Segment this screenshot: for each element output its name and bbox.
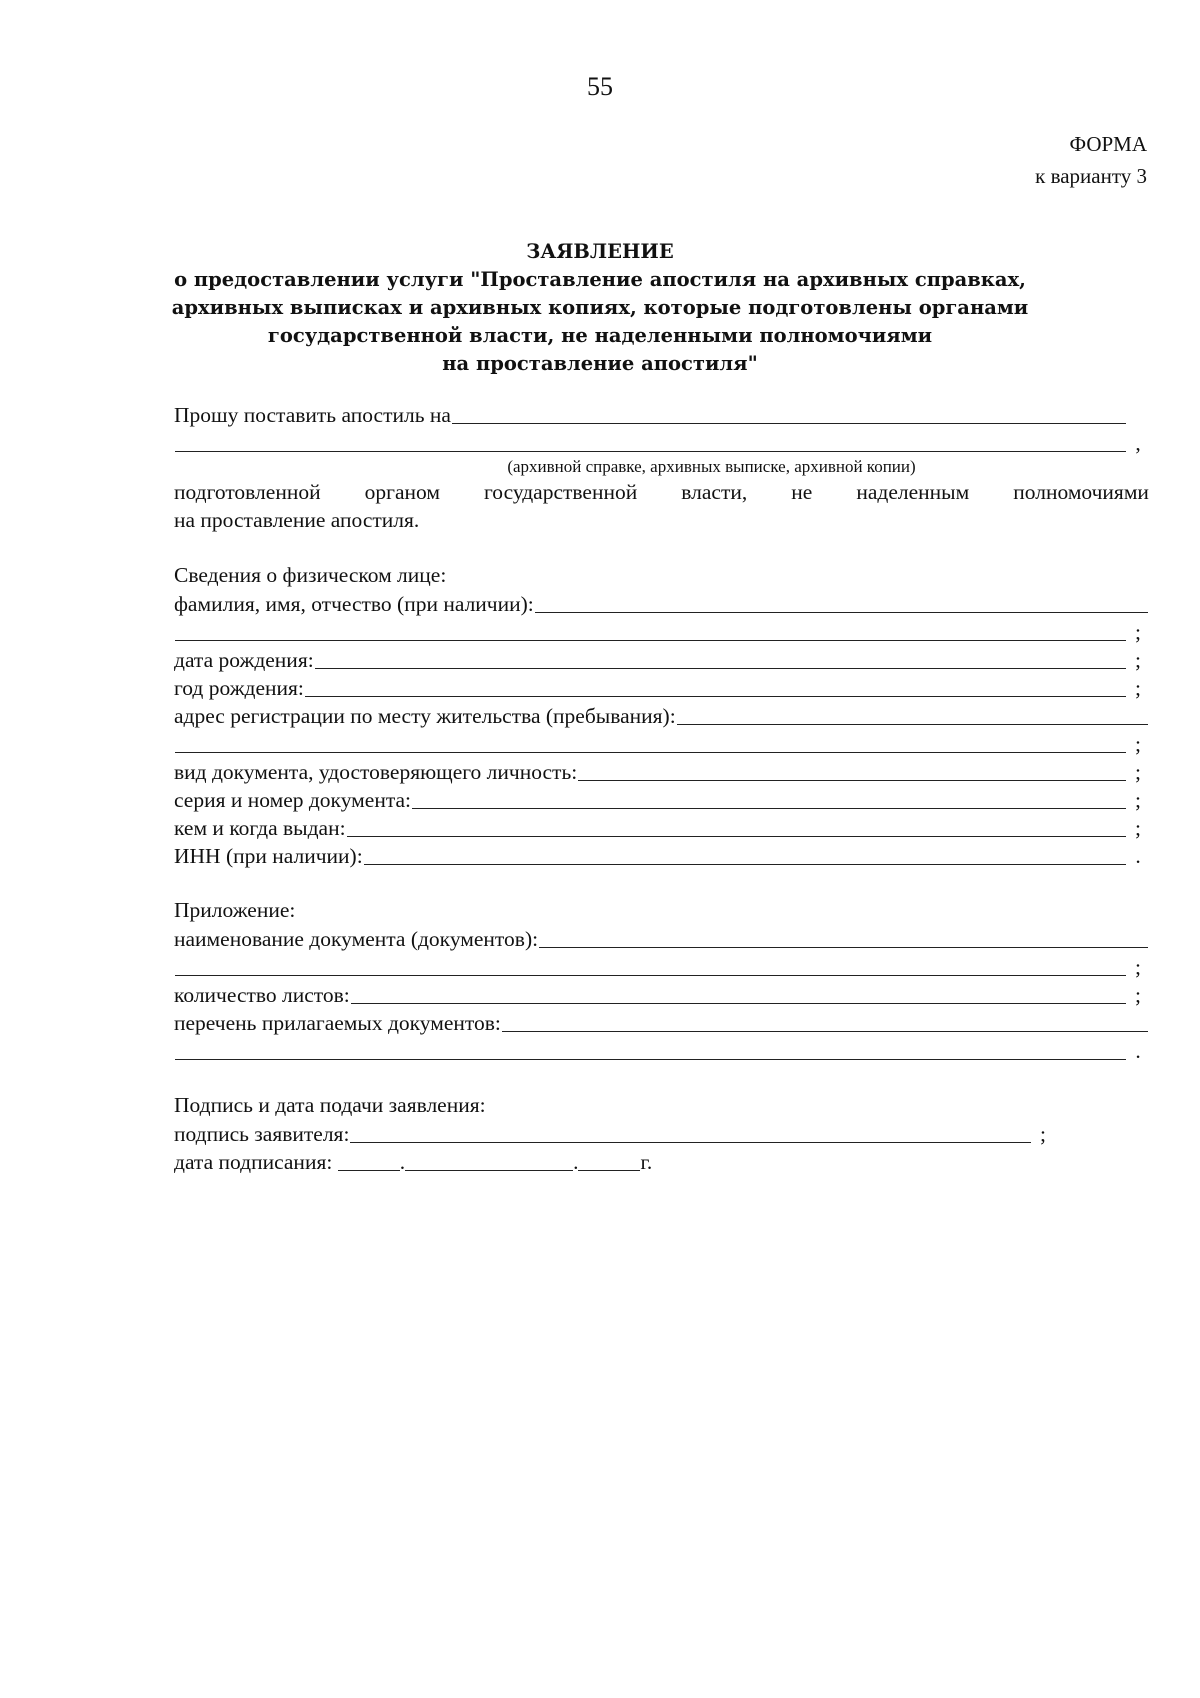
list-label: перечень прилагаемых документов: <box>174 1011 501 1035</box>
request-comma: , <box>1135 431 1141 455</box>
request-field-continued[interactable] <box>175 431 1126 452</box>
doc-name-line <box>174 924 1149 952</box>
doc-number-line: серия и номер документа: ; <box>174 788 1141 812</box>
title-line: архивных выписках и архивных копиях, которые подготовлены органами <box>171 296 1029 319</box>
fio-line-2: ; <box>174 617 1149 645</box>
issued-line: кем и когда выдан: ; <box>174 816 1141 840</box>
document-title <box>160 238 1040 378</box>
title-line: о предоставлении услуги "Проставление апостиля на архивных справках, <box>174 268 1026 291</box>
sheets-field[interactable] <box>351 983 1126 1004</box>
fio-label: фамилия, имя, отчество (при наличии): <box>174 592 534 616</box>
doc-name-line-2: ; <box>174 952 1149 980</box>
doc-name-label: наименование документа (документов): <box>174 927 539 951</box>
list-field-continued[interactable] <box>175 1039 1126 1060</box>
form-content <box>174 400 1149 1175</box>
fio-field-continued[interactable] <box>175 620 1126 641</box>
sheets-line: количество листов: ; <box>174 983 1141 1007</box>
inn-line: ИНН (при наличии): . <box>174 844 1141 868</box>
birth-year-field[interactable] <box>305 676 1126 697</box>
request-justified-line: подготовленной органом государственной власти, не наделенным полномочиями <box>174 480 1149 504</box>
signature-field[interactable] <box>350 1122 1031 1143</box>
signature-header: Подпись и дата подачи заявления: <box>174 1093 486 1117</box>
issued-field[interactable] <box>347 816 1126 837</box>
birth-date-line: дата рождения: ; <box>174 648 1141 672</box>
inn-label: ИНН (при наличии): <box>174 844 363 868</box>
doc-type-line: вид документа, удостоверяющего личность: ; <box>174 760 1141 784</box>
address-line-2: ; <box>174 729 1149 757</box>
birth-year-label: год рождения: <box>174 676 304 700</box>
date-suffix: г. <box>640 1150 653 1174</box>
title-heading: ЗАЯВЛЕНИЕ <box>526 240 674 263</box>
doc-name-field-continued[interactable] <box>175 955 1126 976</box>
doc-name-field[interactable] <box>539 927 1148 948</box>
list-field[interactable] <box>502 1011 1148 1032</box>
address-field-continued[interactable] <box>175 732 1126 753</box>
request-last-line: на проставление апостиля. <box>174 508 420 532</box>
inn-field[interactable] <box>364 844 1126 865</box>
sheets-label: количество листов: <box>174 983 350 1007</box>
attachment-header: Приложение: <box>174 898 296 922</box>
list-line-2: . <box>174 1036 1149 1064</box>
date-month-field[interactable] <box>405 1150 573 1171</box>
fio-line <box>174 589 1149 617</box>
fio-field[interactable] <box>535 592 1148 613</box>
doc-number-field[interactable] <box>412 788 1126 809</box>
signature-label: подпись заявителя: <box>174 1122 350 1146</box>
date-line: дата подписания: . . г. <box>174 1150 653 1174</box>
issued-label: кем и когда выдан: <box>174 816 346 840</box>
request-label: Прошу поставить апостиль на <box>174 403 451 427</box>
birth-year-line: год рождения: ; <box>174 676 1141 700</box>
birth-date-field[interactable] <box>315 648 1126 669</box>
title-line: на проставление апостиля" <box>442 352 758 375</box>
page-number: 55 <box>587 72 613 101</box>
form-variant: к варианту 3 <box>1035 164 1147 188</box>
list-line <box>174 1008 1149 1036</box>
birth-date-label: дата рождения: <box>174 648 314 672</box>
signature-line: подпись заявителя: ; <box>174 1122 1046 1146</box>
request-line <box>174 400 1149 428</box>
date-year-field[interactable] <box>578 1150 640 1171</box>
doc-number-label: серия и номер документа: <box>174 788 411 812</box>
request-field[interactable] <box>452 403 1126 424</box>
form-label: ФОРМА <box>1069 132 1147 156</box>
form-label-block <box>1035 128 1147 192</box>
date-day-field[interactable] <box>338 1150 400 1171</box>
address-label: адрес регистрации по месту жительства (пребывания): <box>174 704 676 728</box>
request-line-2 <box>174 428 1149 456</box>
request-caption: (архивной справке, архивных выписке, архивной копии) <box>507 457 916 476</box>
title-line: государственной власти, не наделенными полномочиями <box>267 324 933 347</box>
doc-type-label: вид документа, удостоверяющего личность: <box>174 760 578 784</box>
address-line <box>174 701 1149 729</box>
person-header: Сведения о физическом лице: <box>174 563 447 587</box>
date-label: дата подписания: <box>174 1150 338 1174</box>
address-field[interactable] <box>677 704 1148 725</box>
doc-type-field[interactable] <box>578 760 1126 781</box>
